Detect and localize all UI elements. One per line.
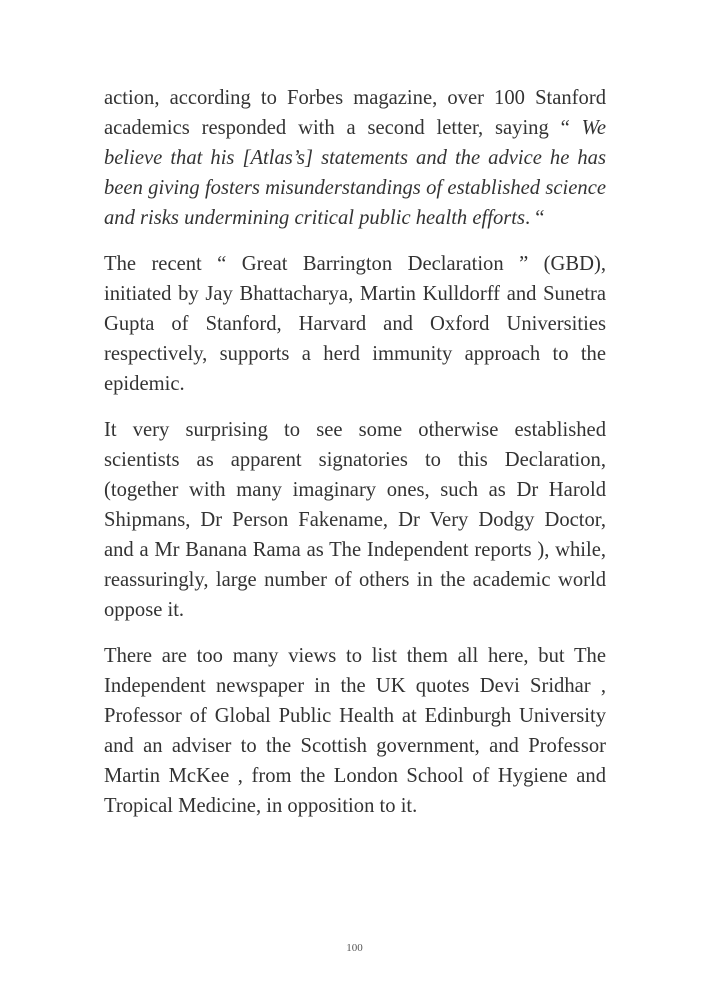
quoted-letter-text: We believe that his [Atlas’s] statements and the advice he has been giving fosters misunderstandings of established science and risks undermining critical public health efforts <box>104 117 606 229</box>
page-body <box>104 83 606 837</box>
page-number: 100 <box>346 942 363 954</box>
paragraph-opposition: There are too many views to list them all here, but The Independent newspaper in the UK quotes Devi Sridhar , Professor of Global Public Health at Edinburgh University and an adviser to the Scottish government, and Professor Martin McKee , from the London School of Hygiene and Tropical Medicine, in opposition to it. <box>104 645 606 817</box>
paragraph-tail-text: . “ <box>525 207 545 229</box>
paragraph-lead-text: action, according to Forbes magazine, over 100 Stanford academics responded with a second letter, saying “ <box>104 87 606 139</box>
paragraph-great-barrington: The recent “ Great Barrington Declaration ” (GBD), initiated by Jay Bhattacharya, Martin Kulldorff and Sunetra Gupta of Stanford, Harvard and Oxford Universities respectively, supports a herd immunity approach to the epidemic. <box>104 253 606 395</box>
paragraph-stanford-letter <box>104 83 606 233</box>
paragraph-signatories: It very surprising to see some otherwise established scientists as apparent signatories to this Declaration, (together with many imaginary ones, such as Dr Harold Shipmans, Dr Person Fakename, Dr Very Dodgy Doctor, and a Mr Banana Rama as The Independent reports ), while, reassuringly, large number of others in the academic world oppose it. <box>104 419 606 621</box>
